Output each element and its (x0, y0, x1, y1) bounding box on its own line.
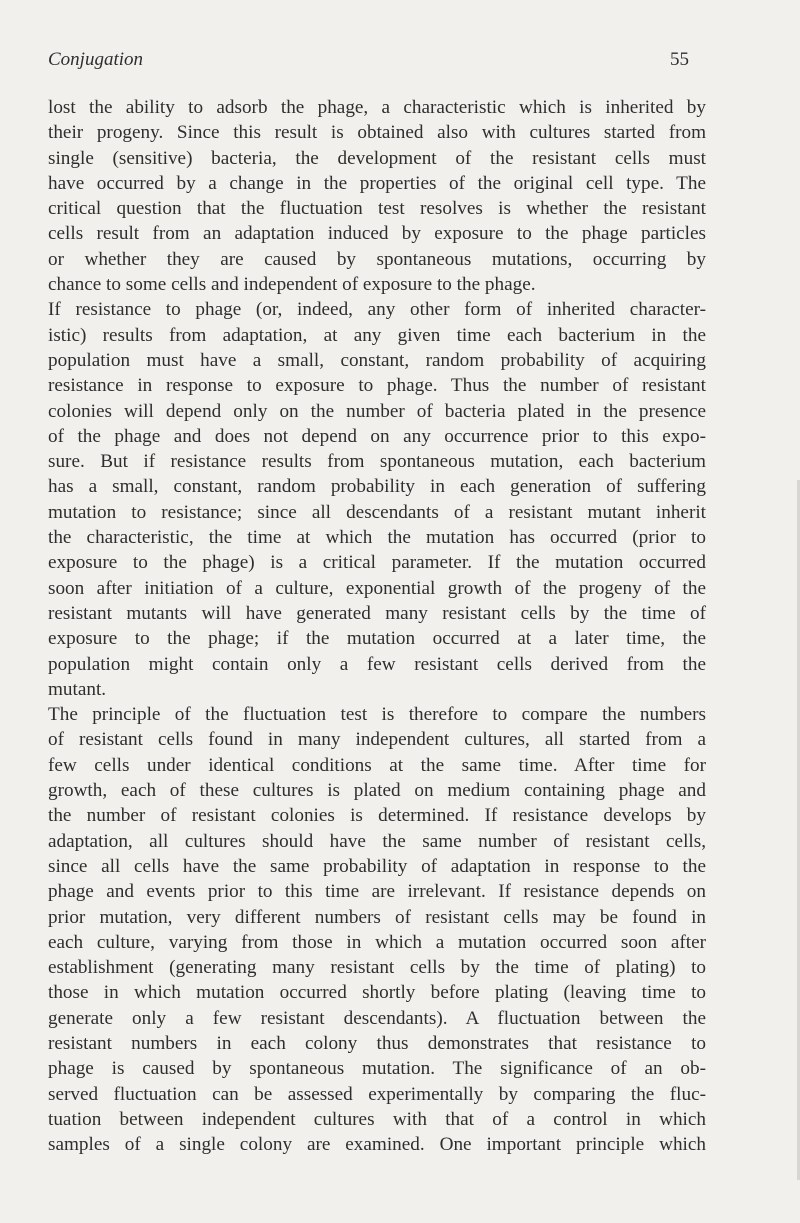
text-line: colonies will depend only on the number of bacteria plated in the presence (48, 400, 706, 422)
text-line: tuation between independent cultures with that of a control in which (48, 1108, 706, 1130)
text-line: adaptation, all cultures should have the same number of resistant cells, (48, 830, 706, 852)
text-line: has a small, constant, random probability in each generation of suffering (48, 476, 706, 498)
text-line: the characteristic, the time at which the mutation has occurred (prior to (48, 527, 706, 549)
text-line: since all cells have the same probability of adaptation in response to the (48, 855, 706, 877)
text-line: few cells under identical conditions at the same time. After time for (48, 754, 706, 776)
text-line: mutant. (48, 678, 107, 700)
text-line: exposure to the phage; if the mutation occurred at a later time, the (48, 628, 706, 650)
text-line: resistance in response to exposure to phage. Thus the number of resistant (48, 375, 706, 397)
text-line: exposure to the phage) is a critical parameter. If the mutation occurred (48, 552, 706, 574)
text-line: growth, each of these cultures is plated on medium containing phage and (48, 780, 706, 802)
text-line: population might contain only a few resistant cells derived from the (48, 653, 706, 675)
text-line: If resistance to phage (or, indeed, any other form of inherited character- (48, 299, 706, 321)
page-number: 55 (670, 49, 689, 70)
running-head-title: Conjugation (48, 49, 144, 70)
text-line: generate only a few resistant descendants). A fluctuation between the (48, 1007, 706, 1029)
text-line: those in which mutation occurred shortly before plating (leaving time to (48, 982, 706, 1004)
text-line: sure. But if resistance results from spontaneous mutation, each bacterium (48, 451, 706, 473)
text-line: The principle of the fluctuation test is therefore to compare the numbers (48, 704, 706, 726)
text-line: mutation to resistance; since all descendants of a resistant mutant inherit (48, 501, 706, 523)
text-line: establishment (generating many resistant cells by the time of plating) to (48, 957, 706, 979)
text-line: of resistant cells found in many independent cultures, all started from a (48, 729, 706, 751)
text-line: prior mutation, very different numbers of resistant cells may be found in (48, 906, 706, 928)
text-line: phage is caused by spontaneous mutation. The significance of an ob- (48, 1058, 706, 1080)
text-line: resistant numbers in each colony thus demonstrates that resistance to (48, 1032, 706, 1054)
text-line: chance to some cells and independent of exposure to the phage. (48, 274, 536, 296)
text-line: population must have a small, constant, random probability of acquiring (48, 349, 706, 371)
text-line: single (sensitive) bacteria, the development of the resistant cells must (48, 147, 706, 169)
text-line: istic) results from adaptation, at any given time each bacterium in the (48, 324, 706, 346)
body-text (48, 95, 706, 1157)
text-line: critical question that the fluctuation test resolves is whether the resistant (48, 198, 706, 220)
text-line: or whether they are caused by spontaneous mutations, occurring by (48, 248, 706, 270)
text-line: samples of a single colony are examined. One important principle which (48, 1134, 706, 1156)
text-line: of the phage and does not depend on any occurrence prior to this expo- (48, 425, 706, 447)
text-line: soon after initiation of a culture, exponential growth of the progeny of the (48, 577, 706, 599)
text-line: their progeny. Since this result is obtained also with cultures started from (48, 122, 706, 144)
text-line: have occurred by a change in the properties of the original cell type. The (48, 172, 706, 194)
text-line: lost the ability to adsorb the phage, a characteristic which is inherited by (48, 97, 706, 118)
text-line: each culture, varying from those in which a mutation occurred soon after (48, 931, 706, 953)
text-line: phage and events prior to this time are irrelevant. If resistance depends on (48, 881, 706, 903)
text-line: the number of resistant colonies is determined. If resistance develops by (48, 805, 706, 827)
text-line: cells result from an adaptation induced by exposure to the phage particles (48, 223, 706, 245)
text-line: resistant mutants will have generated many resistant cells by the time of (48, 602, 706, 624)
text-line: served fluctuation can be assessed experimentally by comparing the fluc- (48, 1083, 706, 1105)
